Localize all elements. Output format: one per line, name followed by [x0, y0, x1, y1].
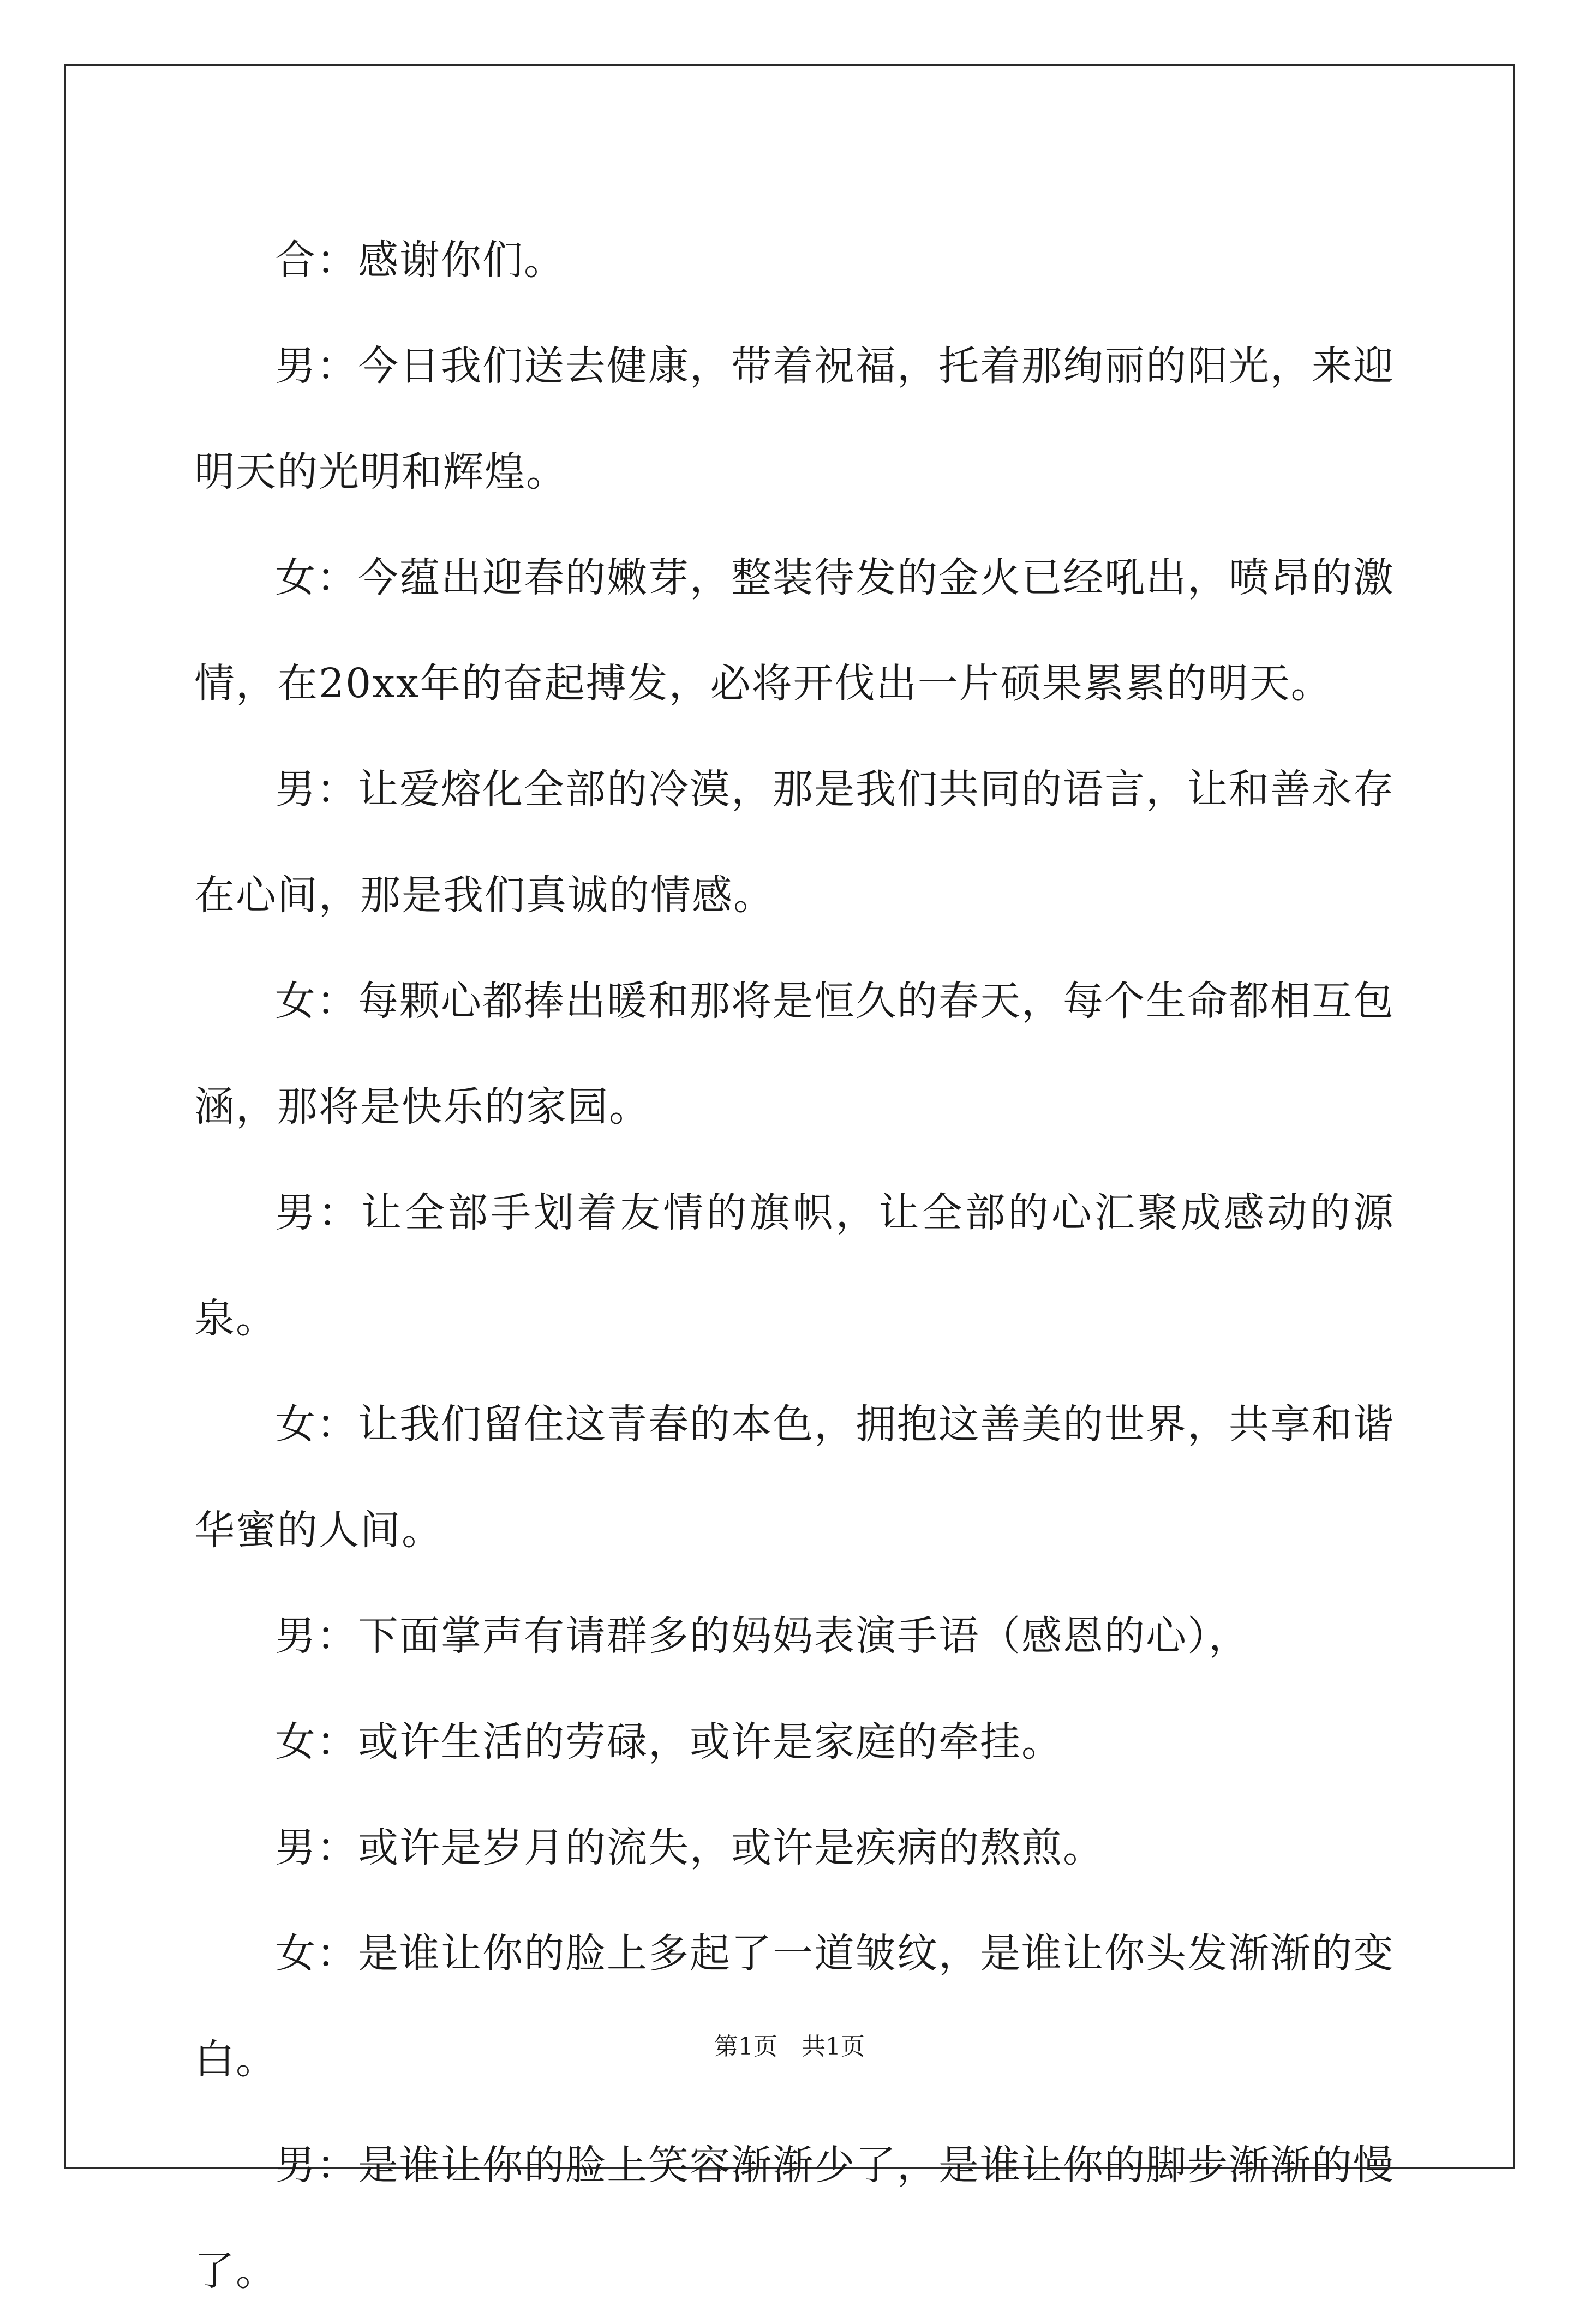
paragraph: 女：今蕴出迎春的嫩芽，整装待发的金火已经吼出，喷昂的激情，在20xx年的奋起搏发，必将开伐出一片硕果累累的明天。 [194, 554, 1395, 707]
paragraph: 女：是谁让你的脸上多起了一道皱纹，是谁让你头发渐渐的变白。 [194, 1930, 1395, 2083]
paragraph: 男：下面掌声有请群多的妈妈表演手语（感恩的心）， [275, 1613, 1250, 1660]
paragraph: 男：今日我们送去健康，带着祝福，托着那绚丽的阳光，来迎明天的光明和辉煌。 [194, 343, 1395, 495]
paragraph: 男：让全部手划着友情的旗帜，让全部的心汇聚成感动的源泉。 [194, 1189, 1395, 1342]
paragraph: 女：每颗心都捧出暖和那将是恒久的春天，每个生命都相互包涵，那将是快乐的家园。 [194, 978, 1395, 1130]
paragraph: 男：或许是岁月的流失，或许是疾病的熬煎。 [275, 1824, 1104, 1871]
page-total: 共1页 [802, 2033, 865, 2061]
document-body [194, 207, 1395, 2324]
paragraph: 男：是谁让你的脸上笑容渐渐少了，是谁让你的脚步渐渐的慢了。 [194, 2142, 1395, 2295]
page-number: 第1页 [714, 2033, 777, 2061]
paragraph: 女：让我们留住这青春的本色，拥抱这善美的世界，共享和谐华蜜的人间。 [194, 1401, 1395, 1554]
page-footer [0, 2030, 1579, 2063]
paragraph: 女：或许生活的劳碌，或许是家庭的牵挂。 [275, 1718, 1063, 1765]
paragraph: 男：让爱熔化全部的冷漠，那是我们共同的语言，让和善永存在心间，那是我们真诚的情感。 [194, 766, 1395, 919]
paragraph: 合：感谢你们。 [275, 237, 565, 284]
